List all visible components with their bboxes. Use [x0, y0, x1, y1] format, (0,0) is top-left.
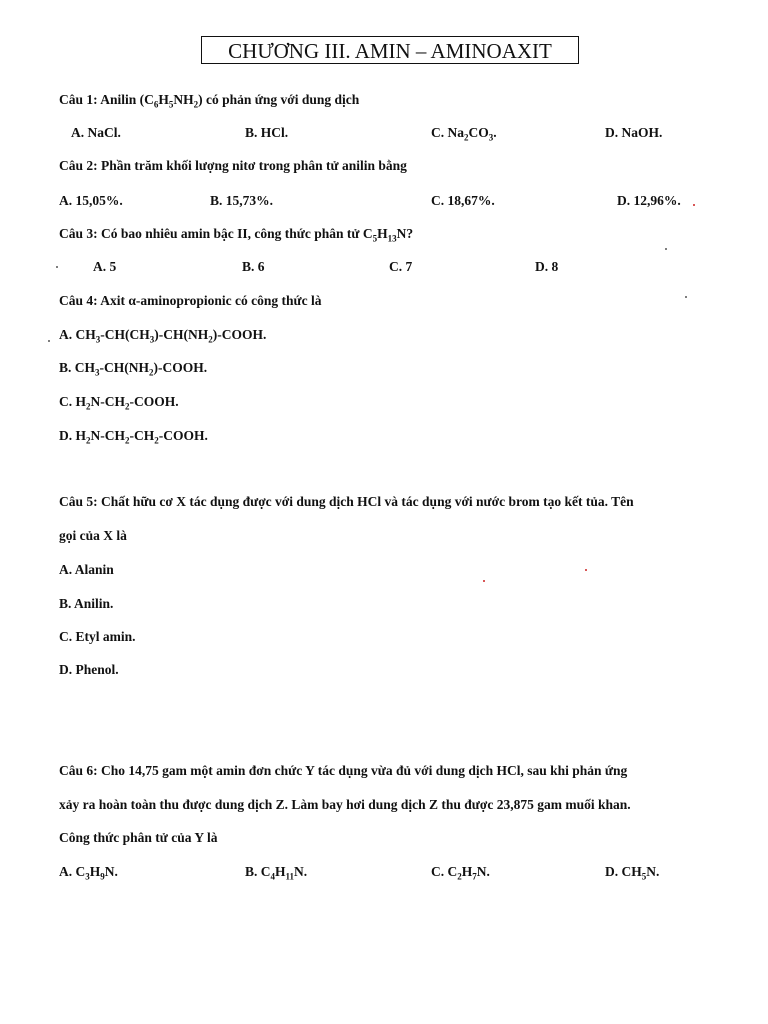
question-4-option-c	[59, 393, 179, 411]
question-2-option-a	[59, 192, 123, 210]
chapter-title: CHƯƠNG III. AMIN – AMINOAXIT	[201, 36, 579, 64]
text-run: H	[158, 92, 169, 107]
question-6-option-b	[245, 863, 307, 881]
formula-subscript: 13	[387, 233, 397, 244]
formula-subscript: 2	[464, 132, 469, 143]
question-3-option-d	[535, 258, 558, 276]
text-run: .	[493, 125, 497, 140]
text-run: D. 12,96%.	[617, 193, 681, 208]
text-run: A. C	[59, 864, 86, 879]
text-run: -CH	[129, 428, 155, 443]
formula-subscript: 2	[208, 334, 213, 345]
text-run: Câu 3: Có bao nhiêu amin bậc II, công thức phân tử C	[59, 226, 373, 241]
text-run: Câu 6: Cho 14,75 gam một amin đơn chức Y tác dụng vừa đủ với dung dịch HCl, sau khi phản ứng	[59, 763, 628, 778]
text-run: C. 18,67%.	[431, 193, 495, 208]
question-6-option-c	[431, 863, 490, 881]
formula-subscript: 3	[95, 334, 101, 345]
text-run: B. 6	[242, 259, 265, 274]
question-1-option-b	[245, 124, 288, 142]
text-run: Câu 4: Axit α-aminopropionic có công thức là	[59, 293, 322, 308]
question-5-stem-line-2	[59, 527, 127, 545]
text-run: B. CH	[59, 360, 96, 375]
formula-subscript: 2	[457, 871, 462, 882]
question-2-stem	[59, 157, 407, 175]
formula-subscript: 6	[153, 99, 159, 110]
text-run: D. CH	[605, 864, 642, 879]
text-run: C. Na	[431, 125, 464, 140]
question-1-stem	[59, 91, 359, 109]
text-run: N.	[476, 864, 490, 879]
text-run: Câu 2: Phần trăm khối lượng nitơ trong phân tử anilin bằng	[59, 158, 407, 173]
question-6-stem-line-2	[59, 796, 631, 814]
text-run: C. H	[59, 394, 86, 409]
question-6-option-d	[605, 863, 659, 881]
scan-speck	[585, 569, 587, 571]
scan-speck	[665, 248, 667, 250]
text-run: xảy ra hoàn toàn thu được dung dịch Z. Làm bay hơi dung dịch Z thu được 23,875 gam muối khan.	[59, 797, 631, 812]
question-6-stem-line-1	[59, 762, 627, 780]
question-5-stem-line-1	[59, 493, 634, 511]
formula-subscript: 2	[86, 435, 91, 446]
question-2-option-d	[617, 192, 681, 210]
formula-subscript: 2	[125, 435, 130, 446]
question-3-option-b	[242, 258, 265, 276]
question-5-option-a	[59, 561, 114, 579]
formula-subscript: 4	[270, 871, 276, 882]
formula-subscript: 2	[193, 99, 199, 110]
question-6-option-a	[59, 863, 118, 881]
text-run: Câu 1: Anilin (C	[59, 92, 154, 107]
text-run: -COOH.	[129, 394, 179, 409]
text-run: D. 8	[535, 259, 559, 274]
text-run: -CH(NH	[99, 360, 150, 375]
text-run: D. H	[59, 428, 86, 443]
formula-subscript: 7	[472, 871, 477, 882]
formula-subscript: 9	[100, 871, 105, 882]
text-run: B. Anilin.	[59, 596, 114, 611]
question-2-option-b	[210, 192, 273, 210]
text-run: B. HCl.	[245, 125, 289, 140]
text-run: B. C	[245, 864, 271, 879]
question-3-option-a	[93, 258, 116, 276]
formula-subscript: 2	[154, 435, 159, 446]
question-2-option-c	[431, 192, 495, 210]
question-1-option-c	[431, 124, 497, 142]
text-run: A. 15,05%.	[59, 193, 123, 208]
question-3-option-c	[389, 258, 412, 276]
text-run: -COOH.	[158, 428, 208, 443]
text-run: H	[275, 864, 286, 879]
question-1-option-a	[71, 124, 121, 142]
text-run: C. C	[431, 864, 458, 879]
scan-speck	[693, 204, 695, 206]
text-run: N.	[104, 864, 118, 879]
text-run: )-COOH.	[153, 360, 208, 375]
text-run: H	[461, 864, 473, 879]
text-run: CO	[468, 125, 489, 140]
text-run: D. NaOH.	[605, 125, 663, 140]
formula-subscript: 5	[372, 233, 378, 244]
question-5-option-b	[59, 595, 113, 613]
question-4-option-b	[59, 359, 207, 377]
text-run: ) có phản ứng với dung dịch	[198, 92, 360, 107]
text-run: B. 15,73%.	[210, 193, 274, 208]
text-run: C. Etyl amin.	[59, 629, 136, 644]
formula-subscript: 3	[85, 871, 90, 882]
text-run: D. Phenol.	[59, 662, 119, 677]
formula-subscript: 3	[488, 132, 494, 143]
scan-speck	[48, 340, 50, 342]
formula-subscript: 5	[641, 871, 647, 882]
text-run: N-CH	[90, 394, 125, 409]
question-3-stem	[59, 225, 413, 243]
text-run: H	[377, 226, 388, 241]
text-run: Công thức phân tử của Y là	[59, 830, 218, 845]
text-run: C. 7	[389, 259, 413, 274]
text-run: )-COOH.	[212, 327, 267, 342]
text-run: gọi của X là	[59, 528, 127, 543]
text-run: N-CH	[90, 428, 125, 443]
text-run: H	[89, 864, 101, 879]
question-5-option-d	[59, 661, 119, 679]
text-run: NH	[173, 92, 194, 107]
question-6-stem-line-3	[59, 829, 217, 847]
scan-speck	[483, 580, 485, 582]
formula-subscript: 5	[168, 99, 174, 110]
text-run: Câu 5: Chất hữu cơ X tác dụng được với dung dịch HCl và tác dụng với nước brom tạo kết tủa. Tên	[59, 494, 634, 509]
formula-subscript: 2	[149, 367, 154, 378]
scan-speck	[56, 266, 58, 268]
formula-subscript: 3	[149, 334, 155, 345]
text-run: N?	[396, 226, 414, 241]
text-run: -CH(CH	[100, 327, 150, 342]
formula-subscript: 11	[285, 871, 295, 882]
text-run: A. Alanin	[59, 562, 114, 577]
text-run: N.	[646, 864, 660, 879]
question-4-option-a	[59, 326, 266, 344]
text-run: A. 5	[93, 259, 117, 274]
question-4-option-d	[59, 427, 208, 445]
text-run: )-CH(NH	[154, 327, 209, 342]
formula-subscript: 2	[86, 401, 91, 412]
text-run: A. NaCl.	[71, 125, 121, 140]
formula-subscript: 3	[95, 367, 100, 378]
formula-subscript: 2	[125, 401, 130, 412]
text-run: N.	[294, 864, 308, 879]
scan-speck	[685, 296, 687, 298]
question-5-option-c	[59, 628, 136, 646]
question-4-stem	[59, 292, 322, 310]
question-1-option-d	[605, 124, 662, 142]
text-run: A. CH	[59, 327, 96, 342]
